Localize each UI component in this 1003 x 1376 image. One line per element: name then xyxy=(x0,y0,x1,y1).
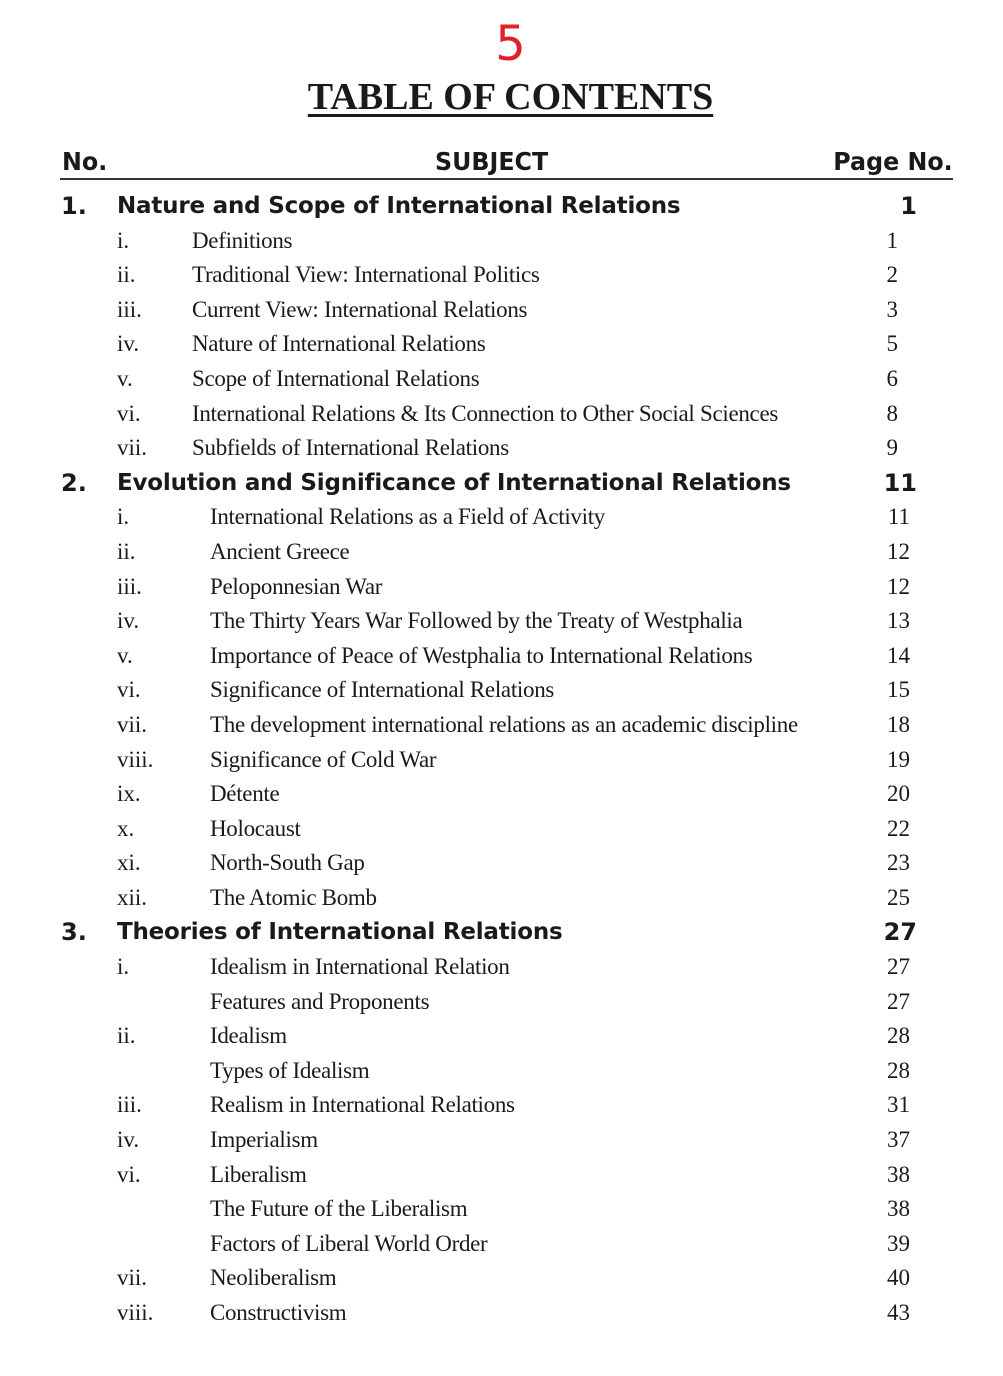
toc-item[interactable] xyxy=(0,604,1003,639)
header-no: No. xyxy=(62,147,108,176)
item-page: 25 xyxy=(887,884,910,910)
item-page: 27 xyxy=(887,954,910,980)
item-number: ii. xyxy=(117,538,136,564)
item-title: The Thirty Years War Followed by the Treaty of Westphalia xyxy=(210,608,743,634)
item-number: i. xyxy=(117,954,130,980)
item-page: 12 xyxy=(887,538,910,564)
header-subject: SUBJECT xyxy=(435,147,549,176)
item-page: 14 xyxy=(887,642,910,668)
chapter-page: 1 xyxy=(900,192,917,220)
item-number: vii. xyxy=(117,1265,148,1291)
item-page: 43 xyxy=(887,1300,910,1325)
item-page: 38 xyxy=(887,1161,910,1187)
item-title: Idealism in International Relation xyxy=(210,954,510,980)
item-number: v. xyxy=(117,365,133,391)
toc-item[interactable] xyxy=(0,1158,1003,1193)
toc-item[interactable] xyxy=(0,570,1003,605)
item-number: xi. xyxy=(117,850,141,876)
item-number: ix. xyxy=(117,781,141,807)
item-title: Importance of Peace of Westphalia to International Relations xyxy=(210,642,753,668)
item-page: 19 xyxy=(887,746,910,772)
item-title: Nature of International Relations xyxy=(192,331,486,357)
toc-item[interactable] xyxy=(0,708,1003,743)
toc-header xyxy=(60,146,953,180)
chapter-title: Theories of International Relations xyxy=(117,919,563,946)
page-title xyxy=(0,74,1003,120)
item-title: Features and Proponents xyxy=(210,988,430,1014)
item-page: 39 xyxy=(887,1230,910,1256)
item-number: i. xyxy=(117,227,130,253)
item-title: Ancient Greece xyxy=(210,538,350,564)
item-title: Factors of Liberal World Order xyxy=(210,1230,488,1256)
item-page: 37 xyxy=(887,1127,910,1153)
item-page: 27 xyxy=(887,988,910,1014)
item-title: Liberalism xyxy=(210,1161,307,1187)
chapter-row[interactable] xyxy=(0,189,1003,224)
chapter-page: 11 xyxy=(883,468,917,497)
toc-item[interactable] xyxy=(0,293,1003,328)
page-title-text: TABLE OF CONTENTS xyxy=(307,76,714,118)
toc-item[interactable] xyxy=(0,1123,1003,1158)
item-page: 15 xyxy=(887,677,910,703)
item-title: Types of Idealism xyxy=(210,1057,370,1083)
chapter-group xyxy=(0,915,1003,1330)
toc-item[interactable] xyxy=(0,258,1003,293)
item-page: 22 xyxy=(887,815,910,841)
chapter-number: 2. xyxy=(61,468,87,497)
item-page: 40 xyxy=(887,1265,910,1291)
item-page: 2 xyxy=(886,262,898,288)
item-number: vi. xyxy=(117,677,141,703)
toc-item[interactable] xyxy=(0,812,1003,847)
item-number: iv. xyxy=(117,331,140,357)
item-page: 28 xyxy=(887,1057,910,1083)
item-number: ii. xyxy=(117,262,136,288)
toc-item[interactable] xyxy=(0,673,1003,708)
item-page: 18 xyxy=(887,711,910,737)
toc-item[interactable] xyxy=(0,1261,1003,1296)
toc-item[interactable] xyxy=(0,535,1003,570)
item-title: North-South Gap xyxy=(210,850,365,876)
item-page: 6 xyxy=(886,365,898,391)
toc-item[interactable] xyxy=(0,397,1003,432)
item-title: The Future of the Liberalism xyxy=(210,1196,468,1222)
item-title: Holocaust xyxy=(210,815,301,841)
item-number: iv. xyxy=(117,1127,140,1153)
item-title: Constructivism xyxy=(210,1300,347,1325)
item-title: Imperialism xyxy=(210,1127,318,1153)
item-title: Idealism xyxy=(210,1023,287,1049)
toc-item[interactable] xyxy=(0,639,1003,674)
toc-item[interactable] xyxy=(0,985,1003,1020)
item-page: 13 xyxy=(887,608,910,634)
table-of-contents xyxy=(0,189,1003,1331)
page-number: 5 xyxy=(495,16,526,72)
item-number: ii. xyxy=(117,1023,136,1049)
item-number: iv. xyxy=(117,608,140,634)
chapter-row[interactable] xyxy=(0,915,1003,950)
chapter-page: 27 xyxy=(883,918,917,947)
toc-item[interactable] xyxy=(0,846,1003,881)
item-title: The Atomic Bomb xyxy=(210,884,377,910)
item-number: viii. xyxy=(117,1300,154,1325)
item-page: 9 xyxy=(886,435,898,461)
item-title: Significance of International Relations xyxy=(210,677,555,703)
toc-item[interactable] xyxy=(0,362,1003,397)
item-page: 11 xyxy=(887,504,910,530)
item-number: viii. xyxy=(117,746,154,772)
item-number: vii. xyxy=(117,435,148,461)
chapter-row[interactable] xyxy=(0,466,1003,501)
chapter-group xyxy=(0,466,1003,916)
item-number: x. xyxy=(117,815,135,841)
item-title: Current View: International Relations xyxy=(192,296,528,322)
item-number: vii. xyxy=(117,711,148,737)
toc-item[interactable] xyxy=(0,327,1003,362)
toc-item[interactable] xyxy=(0,777,1003,812)
toc-item[interactable] xyxy=(0,431,1003,466)
item-page: 31 xyxy=(887,1092,910,1118)
toc-item[interactable] xyxy=(0,881,1003,916)
item-page: 5 xyxy=(886,331,898,357)
item-number: vi. xyxy=(117,400,141,426)
item-title: Significance of Cold War xyxy=(210,746,437,772)
item-page: 23 xyxy=(887,850,910,876)
item-title: The development international relations as an academic discipline xyxy=(210,711,798,737)
toc-item[interactable] xyxy=(0,1054,1003,1089)
item-number: vi. xyxy=(117,1161,141,1187)
chapter-group xyxy=(0,189,1003,466)
item-title: International Relations as a Field of Activity xyxy=(210,504,606,530)
item-number: i. xyxy=(117,504,130,530)
item-number: iii. xyxy=(117,573,142,599)
chapter-title: Nature and Scope of International Relations xyxy=(117,193,681,219)
item-title: Peloponnesian War xyxy=(210,573,383,599)
item-title: Subfields of International Relations xyxy=(192,435,509,461)
toc-item[interactable] xyxy=(0,743,1003,778)
item-page: 3 xyxy=(886,296,898,322)
toc-item[interactable] xyxy=(0,224,1003,259)
toc-item[interactable] xyxy=(0,1088,1003,1123)
toc-item[interactable] xyxy=(0,1192,1003,1227)
item-number: xii. xyxy=(117,884,148,910)
item-title: International Relations & Its Connection to Other Social Sciences xyxy=(192,400,779,426)
header-page-no: Page No. xyxy=(833,147,953,176)
item-title: Definitions xyxy=(192,227,293,253)
item-number: iii. xyxy=(117,296,142,322)
item-page: 12 xyxy=(887,573,910,599)
item-title: Scope of International Relations xyxy=(192,365,480,391)
toc-item[interactable] xyxy=(0,500,1003,535)
toc-item[interactable] xyxy=(0,1019,1003,1054)
toc-item[interactable] xyxy=(0,950,1003,985)
item-title: Neoliberalism xyxy=(210,1265,337,1291)
item-page: 28 xyxy=(887,1023,910,1049)
item-page: 38 xyxy=(887,1196,910,1222)
item-title: Traditional View: International Politics xyxy=(192,262,540,288)
item-title: Realism in International Relations xyxy=(210,1092,515,1118)
item-page: 8 xyxy=(886,400,898,426)
chapter-title: Evolution and Significance of International Relations xyxy=(117,469,791,496)
item-number: iii. xyxy=(117,1092,142,1118)
item-number: v. xyxy=(117,642,133,668)
toc-item[interactable] xyxy=(0,1296,1003,1331)
chapter-number: 1. xyxy=(61,192,87,220)
item-page: 20 xyxy=(887,781,910,807)
item-page: 1 xyxy=(886,227,898,253)
toc-item[interactable] xyxy=(0,1227,1003,1262)
chapter-number: 3. xyxy=(61,918,87,947)
item-title: Détente xyxy=(210,781,280,807)
